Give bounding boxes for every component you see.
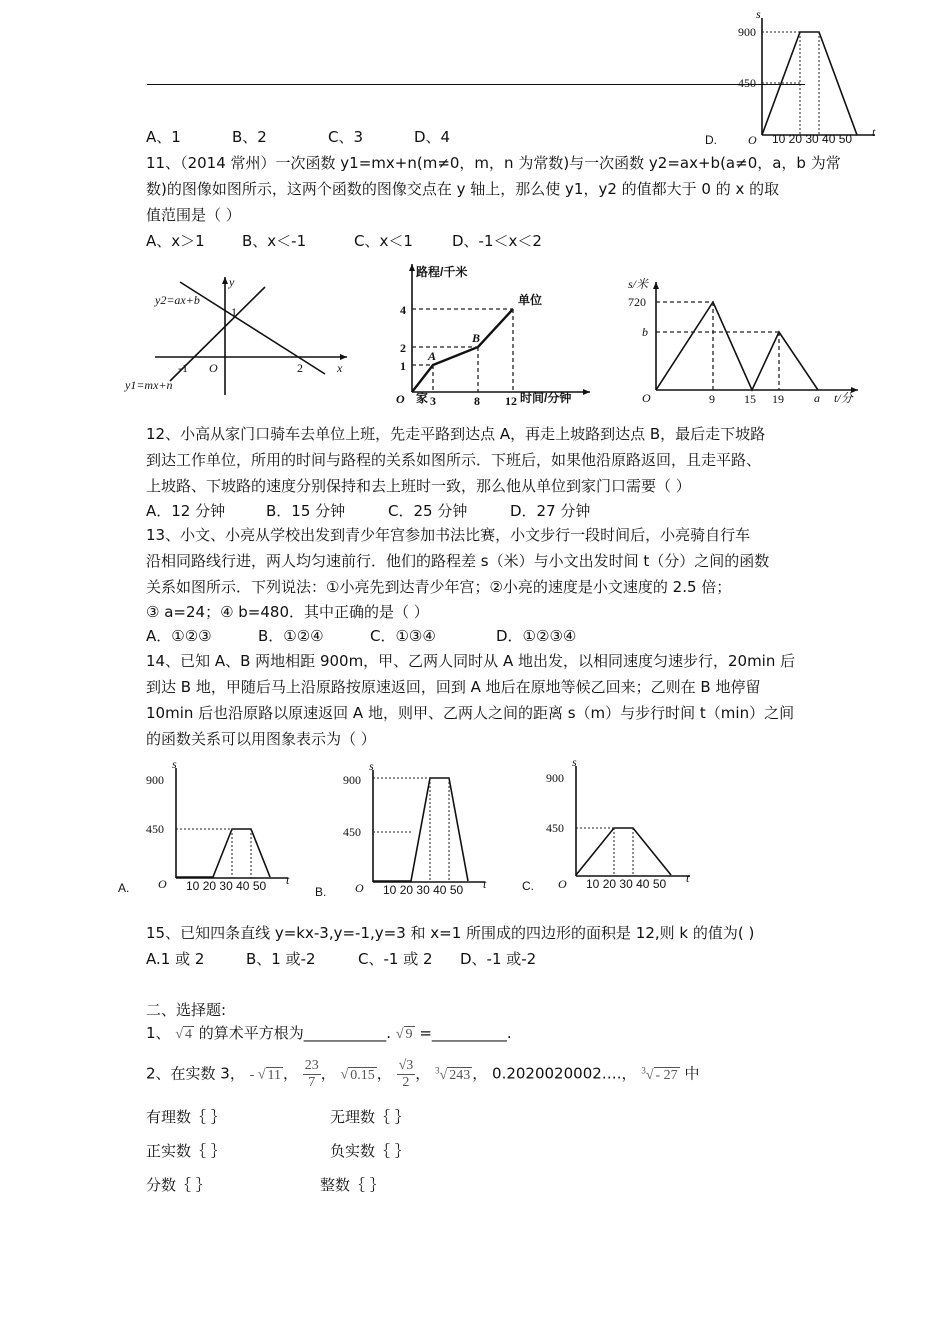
svg-text:s: s <box>369 759 374 773</box>
svg-text:15: 15 <box>744 392 756 406</box>
svg-text:10 20 30 40 50: 10 20 30 40 50 <box>186 879 267 893</box>
section2-q2: 2、在实数 3， - √ 11 ， $\frac{23}{7}$ ， √ 0.15 ， $\frac{√3}{2}$ ， $^3$√ 243 ， 0.2020020002….， $^3$√ - 27 中 <box>146 1057 700 1090</box>
q11-line1: 11、（2014 常州）一次函数 y1=mx+n(m≠0，m，n 为常数)与一次函数 y2=ax+b(a≠0，a，b 为常 <box>146 154 841 172</box>
q12-graph <box>390 262 610 407</box>
q15-options: A.1 或 2 B、1 或-2 C、-1 或 2 D、-1 或-2 <box>146 950 537 968</box>
svg-text:t: t <box>686 871 690 885</box>
svg-text:O: O <box>209 361 218 375</box>
q13-line1: 13、小文、小亮从学校出发到青少年宫参加书法比赛，小文步行一段时间后，小亮骑自行车 <box>146 526 751 544</box>
svg-text:1: 1 <box>400 359 406 373</box>
svg-text:450: 450 <box>343 825 361 839</box>
q14-line2: 到达 B 地，甲随后马上沿原路按原速返回，回到 A 地后在原地等候乙回来；乙则在 B 地停留 <box>146 678 761 696</box>
section2-fraction: 分数｛ ｝ <box>146 1176 211 1194</box>
svg-text:单位: 单位 <box>518 293 543 307</box>
svg-text:8: 8 <box>474 394 480 408</box>
q13-line2: 沿相同路线行进，两人均匀速前行．他们的路程差 s（米）与小文出发时间 t（分）之间的函数 <box>146 552 770 570</box>
svg-text:t: t <box>286 873 290 887</box>
q13-line4: ③ a=24；④ b=480．其中正确的是（ ） <box>146 603 429 621</box>
q14-line1: 14、已知 A、B 两地相距 900m，甲、乙两人同时从 A 地出发，以相同速度匀速步行，20min 后 <box>146 652 796 670</box>
svg-text:C.: C. <box>522 879 534 893</box>
svg-text:O: O <box>355 881 364 895</box>
svg-text:9: 9 <box>709 392 715 406</box>
svg-text:家: 家 <box>416 391 429 405</box>
svg-text:x: x <box>337 361 343 375</box>
svg-text:450: 450 <box>546 821 564 835</box>
q12-line1: 12、小高从家门口骑车去单位上班，先走平路到达点 A，再走上坡路到达点 B，最后走下坡路 <box>146 425 766 443</box>
svg-text:10 20 30 40 50: 10 20 30 40 50 <box>772 132 853 146</box>
q14-line3: 10min 后也沿原路以原速返回 A 地，则甲、乙两人之间的距离 s（m）与步行时间 t（min）之间 <box>146 704 795 722</box>
svg-text:2: 2 <box>400 341 406 355</box>
section2-negative: 负实数｛ ｝ <box>330 1142 410 1160</box>
q14-line4: 的函数关系可以用图象表示为（ ） <box>146 730 376 748</box>
svg-text:t: t <box>483 877 487 891</box>
svg-text:720: 720 <box>628 295 646 309</box>
q11-line2: 数)的图像如图所示，这两个函数的图像交点在 y 轴上，那么使 y1，y2 的值都大于 0 的 x 的取 <box>146 180 780 198</box>
svg-text:O: O <box>396 392 405 406</box>
svg-text:a: a <box>814 391 820 405</box>
section2-irrational: 无理数｛ ｝ <box>330 1108 410 1126</box>
svg-text:s: s <box>172 757 177 771</box>
svg-text:900: 900 <box>738 25 756 39</box>
svg-text:时间/分钟: 时间/分钟 <box>520 391 572 405</box>
q14-graph-b <box>315 760 515 900</box>
svg-text:O: O <box>748 133 757 147</box>
svg-text:B: B <box>472 331 481 345</box>
q15-line1: 15、已知四条直线 y=kx-3,y=-1,y=3 和 x=1 所围成的四边形的面积是 12,则 k 的值为( ) <box>146 924 755 942</box>
divider-line <box>147 84 805 85</box>
svg-text:y: y <box>229 275 235 289</box>
q13-line3: 关系如图所示．下列说法：①小亮先到达青少年宫；②小亮的速度是小文速度的 2.5 倍； <box>146 578 732 596</box>
section2-positive: 正实数｛ ｝ <box>146 1142 226 1160</box>
svg-text:1: 1 <box>231 305 237 319</box>
svg-text:12: 12 <box>505 394 517 408</box>
svg-text:路程/千米: 路程/千米 <box>416 265 468 279</box>
svg-text:O: O <box>642 391 651 405</box>
svg-text:y1=mx+n: y1=mx+n <box>125 378 173 392</box>
q10-graph-d <box>700 7 900 150</box>
q10-options: A、1 B、2 C、3 D、4 <box>146 128 451 146</box>
q13-graph <box>628 276 866 408</box>
svg-text:2: 2 <box>297 361 303 375</box>
q10-graph-d-letter: D. <box>705 133 717 147</box>
svg-text:B.: B. <box>315 885 327 899</box>
svg-text:900: 900 <box>546 771 564 785</box>
svg-text:t: t <box>872 125 876 139</box>
q12-line2: 到达工作单位，所用的时间与路程的关系如图所示．下班后，如果他沿原路返回，且走平路、 <box>146 451 762 469</box>
q11-line3: 值范围是（ ） <box>146 206 241 224</box>
svg-text:t/分: t/分 <box>834 391 853 405</box>
q11-graph <box>125 272 355 402</box>
q12-options: A．12 分钟 B．15 分钟 C．25 分钟 D．27 分钟 <box>146 502 591 520</box>
q14-graph-c <box>520 755 720 898</box>
q12-line3: 上坡路、下坡路的速度分别保持和去上班时一致，那么他从单位到家门口需要（ ） <box>146 477 691 495</box>
svg-text:10 20 30 40 50: 10 20 30 40 50 <box>383 883 464 897</box>
svg-text:450: 450 <box>738 76 756 90</box>
q13-options: A．①②③ B．①②④ C．①③④ D．①②③④ <box>146 627 577 645</box>
q14-graph-a <box>118 757 318 900</box>
section2-integer: 整数｛ ｝ <box>320 1176 385 1194</box>
svg-text:3: 3 <box>430 394 436 408</box>
svg-text:900: 900 <box>343 773 361 787</box>
q11-options: A、x＞1 B、x＜-1 C、x＜1 D、-1＜x＜2 <box>146 232 542 250</box>
svg-text:O: O <box>158 877 167 891</box>
section2-rational: 有理数｛ ｝ <box>146 1108 226 1126</box>
svg-text:450: 450 <box>146 822 164 836</box>
svg-text:b: b <box>642 325 648 339</box>
svg-text:O: O <box>558 877 567 891</box>
svg-text:900: 900 <box>146 773 164 787</box>
section2-q1: 1、 √ 4 的算术平方根为___________. √ 9 =__________. <box>146 1024 512 1042</box>
svg-text:A: A <box>428 349 437 363</box>
svg-text:-1: -1 <box>178 361 188 375</box>
section2-title: 二、选择题: <box>146 1001 227 1019</box>
svg-text:y2=ax+b: y2=ax+b <box>155 293 200 307</box>
svg-text:A.: A. <box>118 881 130 895</box>
svg-text:s/米: s/米 <box>628 277 649 291</box>
svg-text:s: s <box>572 755 577 769</box>
svg-text:4: 4 <box>400 303 406 317</box>
svg-text:10 20 30 40 50: 10 20 30 40 50 <box>586 877 667 891</box>
svg-text:s: s <box>756 7 761 21</box>
svg-text:19: 19 <box>772 392 784 406</box>
